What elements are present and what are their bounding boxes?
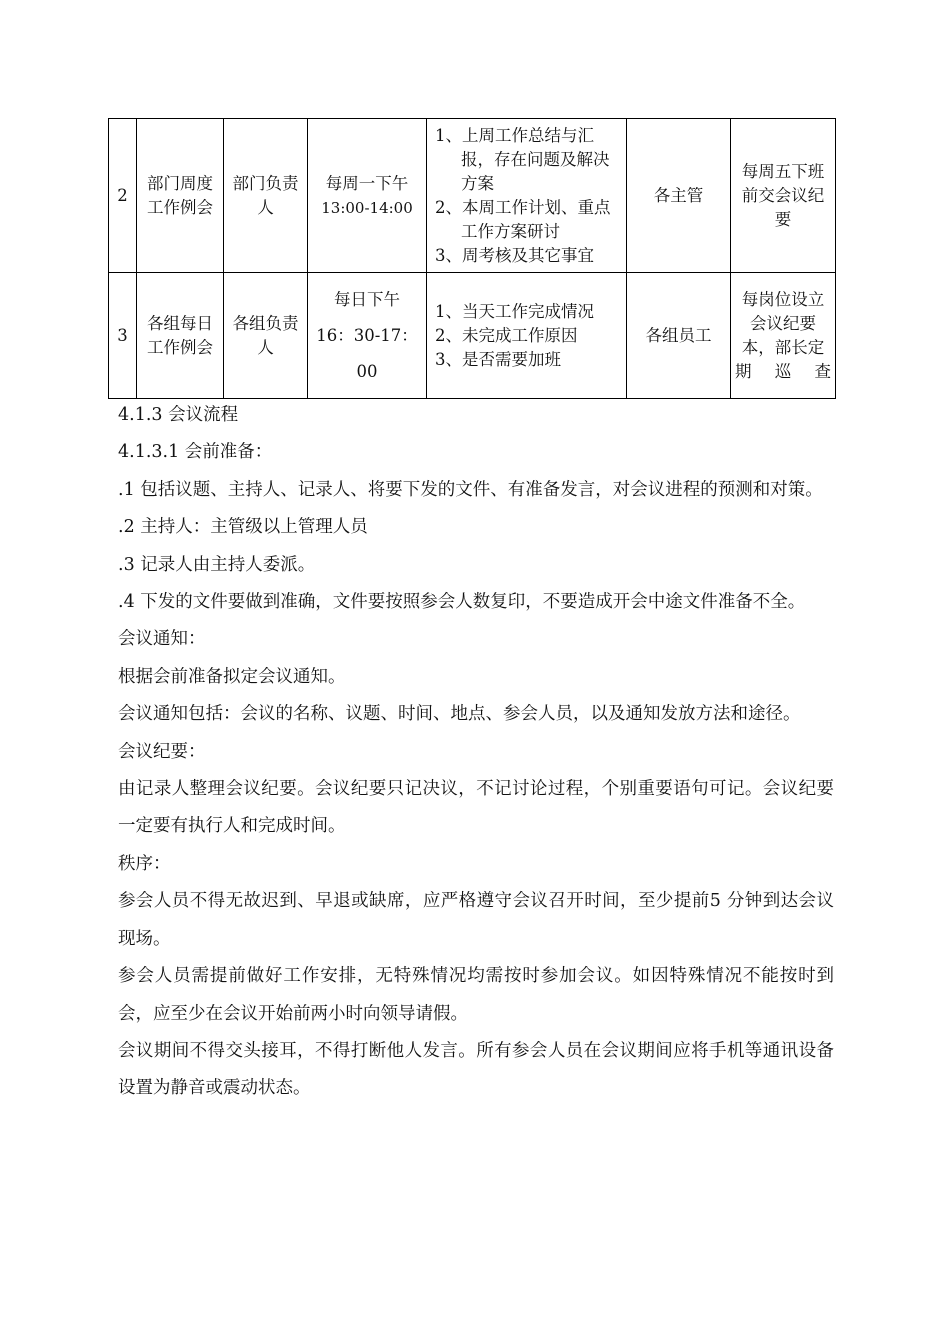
agenda-item: 3、周考核及其它事宜 bbox=[435, 245, 594, 265]
meeting-time bbox=[308, 119, 427, 273]
meeting-name: 部门周度工作例会 bbox=[137, 119, 224, 273]
meeting-agenda bbox=[427, 119, 627, 273]
agenda-item: 1、上周工作总结与汇报，存在问题及解决方案 bbox=[435, 125, 610, 193]
meeting-owner: 各组负责人 bbox=[224, 273, 308, 399]
paragraph: .1 包括议题、主持人、记录人、将要下发的文件、有准备发言，对会议进程的预测和对策。 bbox=[118, 479, 823, 500]
row-number: 3 bbox=[109, 273, 137, 399]
meeting-agenda bbox=[427, 273, 627, 399]
subsection-heading: 4.1.3.1 会前准备： bbox=[118, 442, 273, 463]
meeting-attendees: 各主管 bbox=[627, 119, 731, 273]
meeting-time-day: 每日下午 bbox=[334, 289, 400, 309]
meeting-time-day: 每周一下午 bbox=[325, 173, 409, 193]
paragraph: 会议期间不得交头接耳，不得打断他人发言。所有参会人员在会议期间应将手机等通讯设备设置为静音或震动状态。 bbox=[118, 1040, 834, 1099]
document-body bbox=[118, 397, 834, 1108]
paragraph: 会议通知包括：会议的名称、议题、时间、地点、参会人员，以及通知发放方法和途径。 bbox=[118, 704, 801, 725]
paragraph: 参会人员需提前做好工作安排，无特殊情况均需按时参加会议。如因特殊情况不能按时到会，应至少在会议开始前两小时向领导请假。 bbox=[118, 966, 834, 1024]
paragraph-heading: 会议通知： bbox=[118, 629, 206, 650]
meeting-attendees: 各组员工 bbox=[627, 273, 731, 399]
meeting-owner: 部门负责人 bbox=[224, 119, 308, 273]
table-row bbox=[109, 119, 836, 273]
agenda-item: 1、当天工作完成情况 bbox=[435, 301, 594, 321]
paragraph: .4 下发的文件要做到准确，文件要按照参会人数复印，不要造成开会中途文件准备不全。 bbox=[118, 592, 806, 613]
meeting-record: 每岗位设立会议纪要本，部长定期巡查 bbox=[731, 273, 836, 399]
agenda-item: 2、本周工作计划、重点工作方案研讨 bbox=[435, 197, 611, 241]
agenda-item: 3、是否需要加班 bbox=[435, 349, 561, 369]
meeting-time bbox=[308, 273, 427, 399]
meeting-schedule-table bbox=[108, 118, 836, 399]
paragraph-heading: 会议纪要： bbox=[118, 741, 206, 762]
meeting-time-hours: 16：30-17： bbox=[316, 325, 418, 345]
section-heading: 4.1.3 会议流程 bbox=[118, 405, 239, 425]
paragraph-heading: 秩序： bbox=[118, 853, 171, 874]
meeting-name: 各组每日工作例会 bbox=[137, 273, 224, 399]
table-row bbox=[109, 273, 836, 399]
agenda-item: 2、未完成工作原因 bbox=[435, 325, 578, 345]
meeting-time-hours: 13:00-14:00 bbox=[321, 198, 413, 217]
meeting-record: 每周五下班前交会议纪要 bbox=[731, 119, 836, 273]
paragraph: 由记录人整理会议纪要。会议纪要只记决议，不记讨论过程，个别重要语句可记。会议纪要一定要有执行人和完成时间。 bbox=[118, 779, 834, 837]
row-number: 2 bbox=[109, 119, 137, 273]
paragraph: .3 记录人由主持人委派。 bbox=[118, 554, 316, 575]
paragraph: .2 主持人：主管级以上管理人员 bbox=[118, 517, 368, 538]
meeting-time-hours-end: 00 bbox=[356, 361, 378, 381]
paragraph: 根据会前准备拟定会议通知。 bbox=[118, 666, 346, 687]
paragraph: 参会人员不得无故迟到、早退或缺席，应严格遵守会议召开时间，至少提前5 分钟到达会议现场。 bbox=[118, 891, 834, 949]
